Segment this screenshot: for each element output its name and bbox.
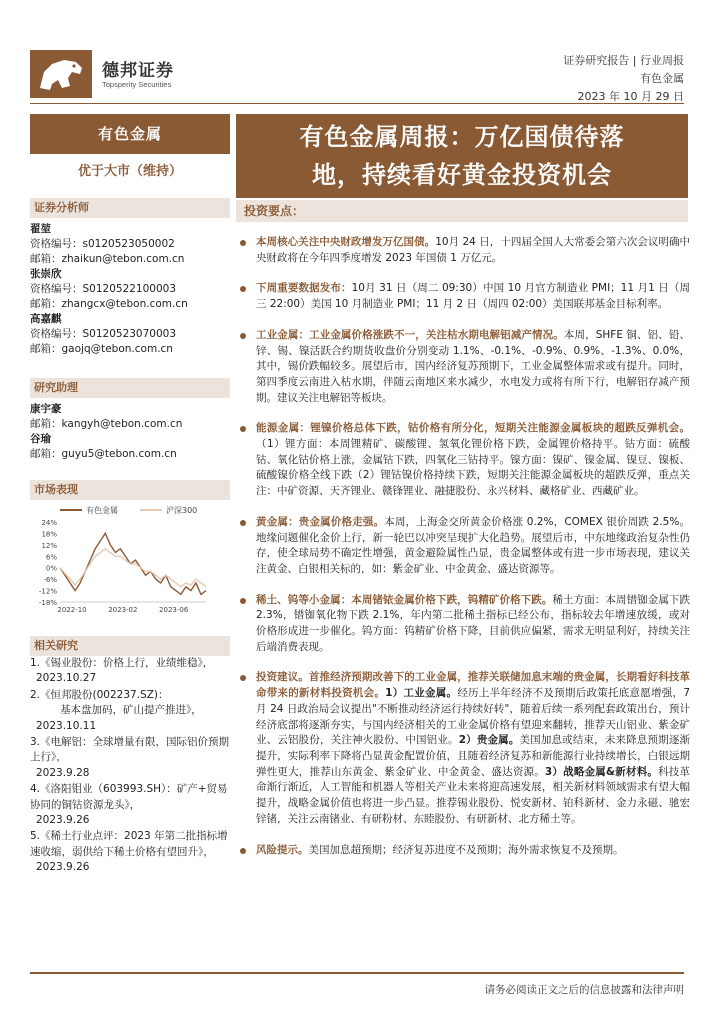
related-item-title: 4.《洛阳钼业（603993.SH）：矿产+贸易协同的铜钴资源龙头》， [30, 783, 228, 811]
related-item[interactable] [30, 782, 230, 828]
point-head: 下周重要数据发布： [256, 282, 352, 295]
point-head: 黄金属：贵金属价格走强。 [256, 515, 385, 528]
report-industry: 有色金属 [640, 72, 684, 85]
point-body: 本周，上海金交所黄金价格涨 0.2%，COMEX 银价周跌 2.5%。地缘问题催化金价上行，新一轮巴以冲突呈现扩大化趋势。展望后市，中东地缘政治复杂性仍存，使全球局势不确定性增强，黄金避险属性凸显，贵金属整体或有进一步市场表现，建议关注黄金、白银相关标的，如：紫金矿业、中金黄金、盛达资源等。 [256, 515, 690, 575]
assistant-list [30, 402, 230, 462]
footer-disclaimer: 请务必阅读正文之后的信息披露和法律声明 [484, 984, 684, 996]
related-item-title-cont: 基本盘加码，矿山提产推进》， [60, 704, 202, 717]
report-title-line-1: 有色金属周报：万亿国债待落 [299, 123, 625, 151]
analyst-cert: 资格编号：S0120523070003 [30, 328, 177, 340]
brand-name-en: Topsperity Securities [102, 80, 172, 89]
y-tick-label: 24% [41, 519, 57, 527]
point-head: 工业金属：工业金属价格涨跌不一，关注枯水期电解铝减产情况。 [256, 328, 564, 341]
investment-points [238, 235, 690, 873]
point-head: 能源金属：锂镍价格总体下跌，钴价格有所分化，短期关注能源金属板块的超跌反弹机会。 [256, 422, 690, 435]
related-item[interactable] [30, 656, 230, 687]
footer-divider [30, 972, 684, 974]
point-head: 稀土、钨等小金属：本周锗铱金属价格下跌，钨精矿价格下跌。 [256, 593, 553, 606]
bullet-icon [240, 240, 246, 246]
analyst-3 [30, 312, 230, 357]
bullet-icon [240, 598, 246, 604]
market-section-header: 市场表现 [30, 480, 230, 500]
y-tick-label: -6% [43, 576, 57, 585]
point-body: 稀土方面：本周镨铷金属下跌 2.3%，镨铷氧化物下跌 2.1%，年内第二批稀土指标已经公布，指标较去年增速放缓，或对价格形成进一步催化。钨方面：钨精矿价格下降，目前供应偏紧，需求无明显利好，持续关注后端消费表现。 [256, 593, 691, 653]
point-item [238, 515, 690, 578]
point-body: 10月 31 日（周二 09:30）中国 10 月官方制造业 PMI；11 月1 日（周三 22:00）美国 10 月制造业 PMI；11 月 2 日（周四 02:00）美国联邦基金目标利率。 [256, 282, 690, 311]
y-tick-label: 12% [41, 541, 57, 550]
point-body: 本周，SHFE 铜、铝、铅、锌、锡、镍活跃合约期货收盘价分别变动 1.1%、-0.1%、-0.9%、0.9%、-1.3%、0.0%，其中，锡价跌幅较多。展望后市，国内经济复苏预期下，工业金属整体需求或有提升。同时，第四季度云南进入枯水期，伴随云南地区来水减少，水电发力或将有所下行，电解铝存减产预期。建议关注电解铝等板块。 [256, 328, 690, 404]
bullet-icon [240, 675, 246, 681]
y-tick-label: 0% [45, 564, 57, 573]
bullet-icon [240, 520, 246, 526]
header-divider [30, 103, 684, 104]
related-item-date: 2023.10.27 [36, 672, 97, 685]
invest-section-header: 投资要点： [236, 200, 688, 222]
analyst-email[interactable]: 邮箱：gaojq@tebon.com.cn [30, 343, 173, 355]
analysts-section-header: 证券分析师 [30, 198, 230, 218]
point-item [238, 235, 690, 266]
assistant-email[interactable]: 邮箱：guyu5@tebon.com.cn [30, 448, 177, 460]
rating-label: 优于大市（维持） [77, 164, 182, 179]
related-item[interactable] [30, 688, 230, 734]
analyst-email[interactable]: 邮箱：zhaikun@tebon.com.cn [30, 253, 185, 265]
related-item[interactable] [30, 829, 230, 875]
analyst-cert: 资格编号：s0120523050002 [30, 238, 175, 250]
company-logo [30, 50, 190, 100]
related-item-date: 2023.9.28 [36, 766, 90, 779]
assistant-name: 谷瑜 [30, 433, 51, 445]
related-item-title: 2.《恒邦股份(002237.SZ)： [30, 688, 169, 701]
analyst-2 [30, 267, 230, 312]
related-item-title: 5.《稀土行业点评：2023 年第二批指标增速收缩，弱供给下稀土价格有望回升》， [30, 830, 228, 858]
point-item [238, 670, 690, 827]
point-head: 投资建议。首推经济预期改善下的工业金属，推荐关联储加息末端的贵金属，长期看好科技革命带来的新材料投资机会。 [256, 671, 690, 700]
point-body: 经历上半年经济不及预期后政策托底意愿增强，7 月 24 日政治局会议提出"不断推动经济运行持续好转"，随着后续一系列配套政策出台，预计经济底部将逐渐夯实，与国内经济相关的工业金属价格有望迎来翻转，推荐天山铝业、紫金矿业、云铝股份，关注神火股份、中国铝业。 [256, 687, 691, 747]
related-item-title: 3.《电解铝：全球增量有限，国际铝价预期上行》， [30, 736, 230, 764]
point-body: 科技革命渐行渐近，人工智能和机器人等相关产业未来将迎高速发展，相关新材料领域需求有望大幅提升，战略金属价值也将进一步凸显。推荐锡业股份、悦安新材、铂科新材、金力永磁、驰宏锌锗，关注云南锗业、有研粉材、东睦股份、有研新材、北方稀土等。 [256, 765, 690, 825]
point-sub-head: 3）战略金属&新材料。 [544, 765, 659, 778]
market-performance-chart [30, 502, 230, 614]
bullet-icon [240, 426, 246, 432]
related-item-date: 2023.9.26 [36, 861, 90, 874]
related-section-header: 相关研究 [30, 636, 230, 656]
analyst-email[interactable]: 邮箱：zhangcx@tebon.com.cn [30, 298, 188, 310]
report-date: 2023 年 10 月 29 日 [577, 90, 684, 103]
related-research-list [30, 656, 230, 877]
report-title [236, 114, 688, 198]
tebon-logo-icon [30, 50, 92, 98]
related-item-title: 1.《锡业股份：价格上行，业绩维稳》， [30, 657, 214, 669]
brand-name-cn: 德邦证券 [102, 61, 174, 81]
y-tick-label: -18% [38, 599, 57, 607]
point-sub-head: 1）工业金属。 [385, 687, 458, 700]
analyst-list [30, 222, 230, 357]
bullet-icon [240, 333, 246, 339]
related-item-date: 2023.10.11 [36, 719, 97, 732]
assistant-email[interactable]: 邮箱：kangyh@tebon.com.cn [30, 418, 183, 430]
point-head: 风险提示。 [256, 843, 309, 856]
assistant-name: 康宇豪 [30, 403, 62, 415]
report-header-info [563, 52, 684, 106]
point-head: 本周核心关注中央财政增发万亿国债。 [256, 236, 436, 248]
market-chart-svg [30, 502, 230, 614]
analyst-cert: 资格编号：S0120522100003 [30, 283, 177, 295]
point-item [238, 843, 690, 859]
series-line [60, 549, 206, 587]
x-tick-label: 2023-02 [108, 606, 138, 614]
point-item [238, 421, 690, 500]
assist-section-header: 研究助理 [30, 378, 230, 398]
point-body: 美国加息超预期；经济复苏进度不及预期；海外需求恢复不及预期。 [308, 843, 624, 856]
analyst-name: 翟堃 [30, 223, 51, 235]
analyst-name: 高嘉麒 [30, 313, 62, 325]
point-item [238, 593, 690, 656]
legend-label: 有色金属 [86, 506, 118, 515]
y-tick-label: 6% [45, 553, 57, 562]
report-type: 证券研究报告 | 行业周报 [563, 54, 684, 67]
point-body: 10月 24 日，十四届全国人大常委会第六次会议明确中央财政将在今年四季度增发 2023 年国债 1 万亿元。 [256, 236, 690, 264]
x-tick-label: 2023-06 [159, 606, 189, 614]
y-tick-label: -12% [38, 587, 57, 596]
sector-label: 有色金属 [30, 114, 230, 154]
analyst-name: 张崇欣 [30, 268, 62, 280]
point-item [238, 328, 690, 407]
point-item [238, 281, 690, 312]
report-title-line-2: 地，持续看好黄金投资机会 [312, 161, 612, 189]
related-item[interactable] [30, 735, 230, 781]
x-tick-label: 2022-10 [57, 606, 87, 614]
bullet-icon [240, 286, 246, 292]
point-body: （1）锂方面：本周锂精矿、碳酸锂、氢氧化锂价格下跌，金属锂价格持平。钴方面：硫酸钴、氧化钴价格上涨，金属钴下跌，四氧化三钴持平。镍方面：镍矿、镍金属、镍豆、镍板、硫酸镍价格全线下跌（2）锂钴镍价格持续下跌，短期关注能源金属板块的超跌反弹，重点关注：中矿资源、天齐锂业、赣锋锂业、融捷股份、永兴材料、藏格矿业、西藏矿业。 [256, 438, 690, 498]
y-tick-label: 18% [41, 530, 57, 539]
point-body: 美国加息或结束，未来降息预期逐渐提升，实际利率下降将凸显黄金配置价值，且随着经济复苏和新能源行业持续增长，白银远期弹性更大，推荐山东黄金、紫金矿业、中金黄金、盛达资源。 [256, 734, 691, 778]
analyst-1 [30, 222, 230, 267]
related-item-date: 2023.9.26 [36, 814, 90, 827]
point-sub-head: 2）贵金属。 [458, 734, 520, 747]
legend-label: 沪深300 [166, 506, 198, 515]
bullet-icon [240, 848, 246, 854]
